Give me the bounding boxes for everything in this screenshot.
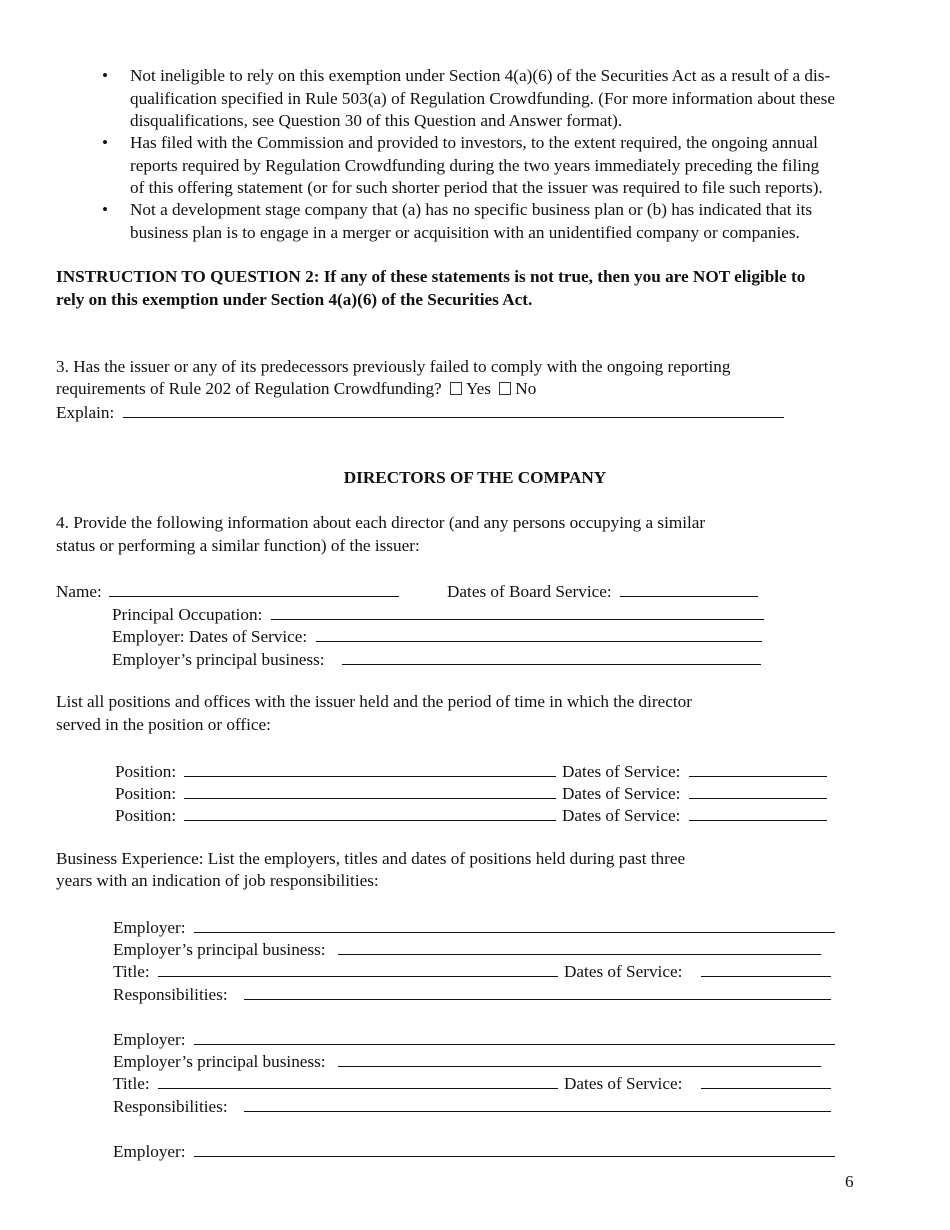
business-intro: years with an indication of job responsibilities: [56, 871, 379, 890]
employer-dates-field[interactable] [316, 624, 762, 642]
positions-intro: List all positions and offices with the issuer held and the period of time in which the director [56, 692, 692, 711]
name-field[interactable] [109, 579, 399, 597]
exp-business-label: Employer’s principal business: [113, 1052, 326, 1071]
exp-dates-field[interactable] [701, 1071, 831, 1089]
exp-title-label: Title: [113, 1074, 150, 1093]
position-label: Position: [115, 784, 177, 803]
exp-responsibilities-field[interactable] [244, 1094, 831, 1112]
exp-business-field[interactable] [338, 937, 821, 955]
exp-employer-label: Employer: [113, 1142, 186, 1161]
exp-business-field[interactable] [338, 1049, 821, 1067]
position-row [115, 781, 556, 805]
section-heading: DIRECTORS OF THE COMPANY [343, 468, 607, 487]
exp-employer-label: Employer: [113, 918, 186, 937]
explain-row [56, 400, 784, 424]
exp-dates-label: Dates of Service: [564, 962, 683, 981]
exp-title-row [113, 959, 558, 983]
exp-business-row [113, 1049, 821, 1073]
exp-dates-field[interactable] [701, 959, 831, 977]
principal-occupation-row [112, 602, 764, 626]
explain-field[interactable] [123, 400, 784, 418]
position-dates-row [562, 781, 827, 805]
board-service-label: Dates of Board Service: [447, 582, 612, 601]
exp-title-label: Title: [113, 962, 150, 981]
name-row [56, 579, 399, 603]
bullet-text-line: disqualifications, see Question 30 of this Question and Answer format). [130, 111, 623, 130]
yes-label: Yes [465, 379, 491, 398]
bullet-marker: • [102, 133, 109, 152]
position-field[interactable] [184, 759, 556, 777]
exp-responsibilities-label: Responsibilities: [113, 985, 228, 1004]
exp-business-label: Employer’s principal business: [113, 940, 326, 959]
employer-business-row [112, 647, 761, 671]
business-intro: Business Experience: List the employers, titles and dates of positions held during past three [56, 849, 686, 868]
instruction-line: INSTRUCTION TO QUESTION 2: If any of these statements is not true, then you are NOT eligible to [56, 267, 806, 286]
exp-responsibilities-field[interactable] [244, 982, 831, 1000]
explain-label: Explain: [56, 403, 115, 422]
board-service-row [447, 579, 758, 603]
exp-dates-row [564, 959, 831, 983]
bullet-marker: • [102, 66, 109, 85]
q3-text: requirements of Rule 202 of Regulation Crowdfunding? [56, 379, 442, 398]
board-service-field[interactable] [620, 579, 758, 597]
q3-text: 3. Has the issuer or any of its predecessors previously failed to comply with the ongoing reporting [56, 357, 731, 376]
exp-responsibilities-row [113, 1094, 831, 1118]
no-checkbox[interactable] [499, 382, 511, 395]
dates-label: Dates of Service: [562, 784, 681, 803]
positions-intro: served in the position or office: [56, 715, 271, 734]
position-row [115, 759, 556, 783]
instruction-line: rely on this exemption under Section 4(a)(6) of the Securities Act. [56, 290, 533, 309]
bullet-text-line: Not ineligible to rely on this exemption under Section 4(a)(6) of the Securities Act as a result of a dis- [130, 66, 831, 85]
no-label: No [515, 379, 537, 398]
bullet-text-line: Not a development stage company that (a) has no specific business plan or (b) has indicated that its [130, 200, 813, 219]
bullet-text-line: Has filed with the Commission and provided to investors, to the extent required, the ongoing annual [130, 133, 818, 152]
exp-title-row [113, 1071, 558, 1095]
bullet-marker: • [102, 200, 109, 219]
bullet-text-line: reports required by Regulation Crowdfunding during the two years immediately preceding the filing [130, 155, 820, 175]
name-label: Name: [56, 582, 102, 601]
employer-dates-label: Employer: Dates of Service: [112, 627, 308, 646]
exp-dates-label: Dates of Service: [564, 1074, 683, 1093]
bullet-text-line: qualification specified in Rule 503(a) of Regulation Crowdfunding. (For more information about these [130, 88, 835, 108]
position-field[interactable] [184, 781, 556, 799]
position-label: Position: [115, 762, 177, 781]
bullet-text-line: business plan is to engage in a merger or acquisition with an unidentified company or companies. [130, 222, 800, 242]
dates-field[interactable] [689, 781, 827, 799]
principal-occupation-label: Principal Occupation: [112, 605, 263, 624]
exp-employer-field[interactable] [194, 915, 835, 933]
exp-responsibilities-row [113, 982, 831, 1006]
position-label: Position: [115, 806, 177, 825]
exp-employer-row [113, 1027, 835, 1051]
exp-title-field[interactable] [158, 1071, 558, 1089]
exp-employer-row [113, 915, 835, 939]
employer-business-label: Employer’s principal business: [112, 650, 325, 669]
principal-occupation-field[interactable] [271, 602, 764, 620]
dates-label: Dates of Service: [562, 762, 681, 781]
dates-field[interactable] [689, 759, 827, 777]
page-number: 6 [845, 1172, 854, 1191]
exp-employer-field[interactable] [194, 1027, 835, 1045]
position-dates-row [562, 803, 827, 827]
exp-employer-row [113, 1139, 835, 1163]
q4-text: 4. Provide the following information about each director (and any persons occupying a similar [56, 513, 706, 532]
exp-title-field[interactable] [158, 959, 558, 977]
employer-business-field[interactable] [342, 647, 761, 665]
exp-responsibilities-label: Responsibilities: [113, 1097, 228, 1116]
exp-employer-label: Employer: [113, 1030, 186, 1049]
dates-field[interactable] [689, 803, 827, 821]
bullet-text-line: of this offering statement (or for such shorter period that the issuer was required to file such reports). [130, 178, 823, 197]
q3-options-line [56, 378, 536, 400]
dates-label: Dates of Service: [562, 806, 681, 825]
position-row [115, 803, 556, 827]
exp-business-row [113, 937, 821, 961]
position-field[interactable] [184, 803, 556, 821]
exp-dates-row [564, 1071, 831, 1095]
position-dates-row [562, 759, 827, 783]
yes-checkbox[interactable] [450, 382, 462, 395]
exp-employer-field[interactable] [194, 1139, 835, 1157]
q4-text: status or performing a similar function) of the issuer: [56, 536, 420, 555]
employer-dates-row [112, 624, 762, 648]
